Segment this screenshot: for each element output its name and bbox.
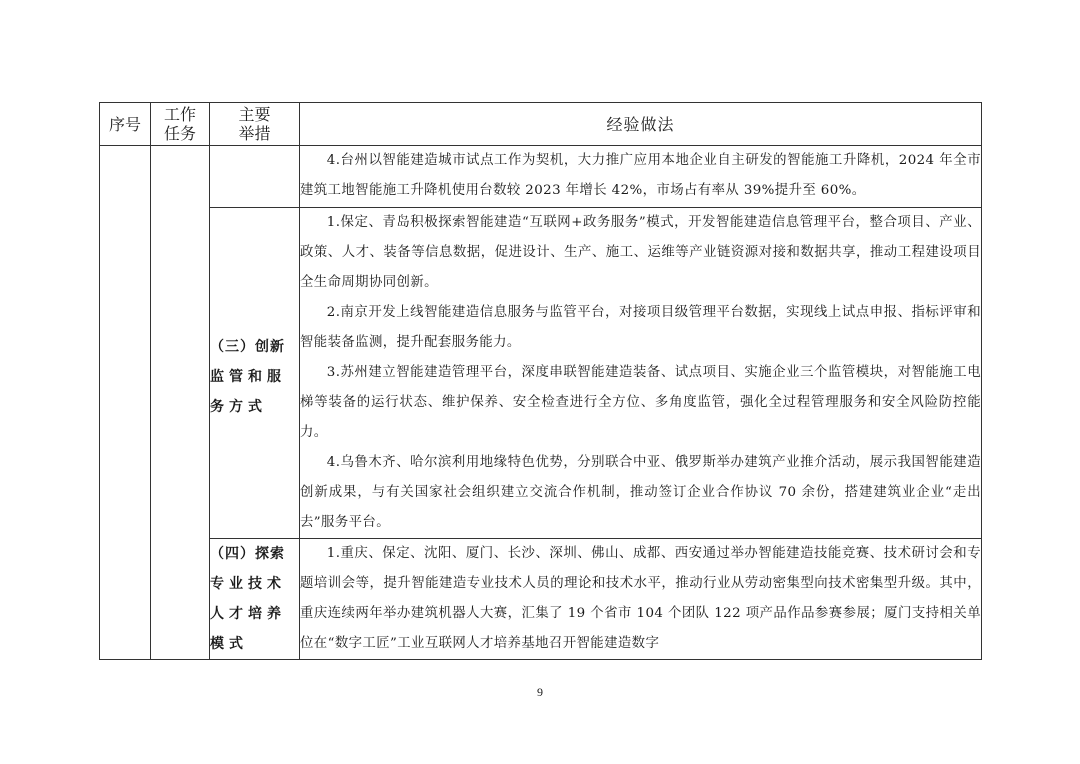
measure-text bbox=[210, 539, 299, 659]
page-number: 9 bbox=[537, 685, 543, 699]
measure-lead: （四）探索 bbox=[210, 546, 285, 562]
header-experience: 经验做法 bbox=[300, 103, 982, 146]
header-task bbox=[151, 103, 210, 146]
table-row bbox=[100, 539, 982, 660]
measure-lead: （三）创新 bbox=[210, 339, 285, 355]
experience-cell bbox=[300, 539, 982, 660]
experience-clip bbox=[300, 539, 981, 657]
measure-rest: 专业技术人才培养模式 bbox=[210, 576, 286, 652]
header-task-text: 工作 任务 bbox=[163, 105, 196, 143]
table-row bbox=[100, 146, 982, 208]
experience-paragraph: 4.乌鲁木齐、哈尔滨利用地缘特色优势，分别联合中亚、俄罗斯举办建筑产业推介活动，展示我国智能建造创新成果，与有关国家社会组织建立交流合作机制，推动签订企业合作协议 70 余份，搭建建筑业企业“走出去”服务平台。 bbox=[300, 455, 981, 530]
experience-paragraph: 1.重庆、保定、沈阳、厦门、长沙、深圳、佛山、成都、西安通过举办智能建造技能竞赛、技术研讨会和专题培训会等，提升智能建造专业技术人员的理论和技术水平，推动行业从劳动密集型向技术密集型升级。其中，重庆连续两年举办建筑机器人大赛，汇集了 19 个省市 104 个团队 122 项产品作品参赛参展；厦门支持相关单位在“数字工匠”工业互联网人才培养基地召开智能建造数字 bbox=[300, 546, 981, 651]
experience-cell bbox=[300, 208, 982, 539]
task-cell bbox=[151, 146, 210, 660]
experience-cell bbox=[300, 146, 982, 208]
experience-paragraph: 4.台州以智能建造城市试点工作为契机，大力推广应用本地企业自主研发的智能施工升降机，2024 年全市建筑工地智能施工升降机使用台数较 2023 年增长 42%，市场占有率从 39%提升至 60%。 bbox=[300, 153, 981, 198]
table-header-row bbox=[100, 103, 982, 146]
table-row bbox=[100, 208, 982, 539]
measure-text bbox=[210, 332, 299, 422]
measure-cell bbox=[210, 539, 300, 660]
experience-paragraph: 3.苏州建立智能建造管理平台，深度串联智能建造装备、试点项目、实施企业三个监管模块，对智能施工电梯等装备的运行状态、维护保养、安全检查进行全方位、多角度监管，强化全过程管理服务和安全风险防控能力。 bbox=[300, 365, 981, 440]
experience-paragraph: 2.南京开发上线智能建造信息服务与监管平台，对接项目级管理平台数据，实现线上试点申报、指标评审和智能装备监测，提升配套服务能力。 bbox=[300, 305, 981, 350]
experience-paragraph: 1.保定、青岛积极探索智能建造“互联网+政务服务”模式，开发智能建造信息管理平台，整合项目、产业、政策、人才、装备等信息数据，促进设计、生产、施工、运维等产业链资源对接和数据共享，推动工程建设项目全生命周期协同创新。 bbox=[300, 215, 981, 290]
experience-table bbox=[99, 102, 982, 660]
measure-rest: 监管和服务方式 bbox=[210, 369, 286, 415]
index-cell bbox=[100, 146, 151, 660]
measure-cell-empty bbox=[210, 146, 300, 208]
header-index: 序号 bbox=[100, 103, 151, 146]
header-measure bbox=[210, 103, 300, 146]
header-measure-text: 主要 举措 bbox=[238, 105, 271, 143]
measure-cell bbox=[210, 208, 300, 539]
